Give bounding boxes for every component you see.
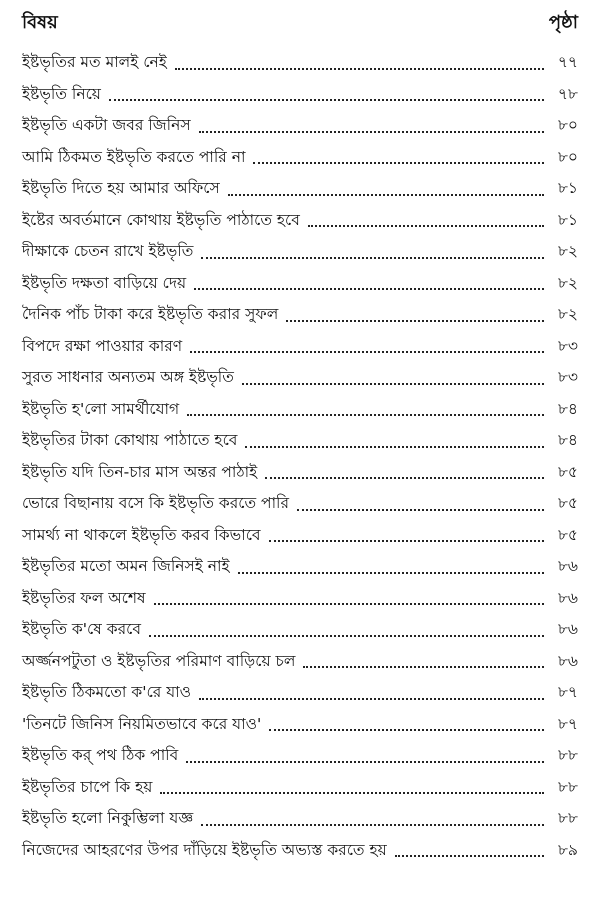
toc-entry-page-number: ৮১: [557, 179, 578, 197]
toc-entry-title: ইষ্টভৃতি হ'লো সামর্থীযোগ: [22, 399, 180, 418]
toc-entry-title: নিজেদের আহরণের উপর দাঁড়িয়ে ইষ্টভৃতি অভ্যস্ত করতে হয়: [22, 840, 387, 859]
toc-entry: [22, 583, 578, 615]
toc-entry: [22, 268, 578, 300]
toc-entry-page-number: ৮৫: [557, 462, 578, 481]
toc-entry: [22, 79, 578, 111]
dot-leader: [190, 351, 544, 353]
dot-leader: [199, 131, 544, 133]
toc-entry-page-number: ৮৩: [557, 368, 578, 386]
toc-entry: [22, 835, 578, 867]
dot-leader: [160, 792, 544, 794]
dot-leader: [186, 761, 544, 763]
toc-entry: [22, 803, 578, 835]
dot-leader: [175, 68, 544, 70]
toc-entry-page-number: ৮৭: [557, 714, 578, 733]
toc-entry-title: ইষ্টভৃতি হলো নিকুম্ভিলা যজ্ঞ: [22, 809, 194, 827]
subject-column-heading: বিষয়: [22, 11, 58, 33]
toc-entry-title: ইষ্টভৃতির মত মালই নেই: [22, 53, 167, 71]
toc-entry-page-number: ৮২: [557, 242, 578, 260]
dot-leader: [286, 320, 544, 322]
toc-entry: [22, 488, 578, 520]
toc-entry-title: দৈনিক পাঁচ টাকা করে ইষ্টভৃতি করার সুফল: [22, 305, 279, 323]
dot-leader: [269, 540, 544, 542]
toc-entry: [22, 299, 578, 331]
toc-entry-page-number: ৮২: [557, 305, 578, 323]
toc-entry: [22, 205, 578, 237]
toc-entry-title: অর্জ্জনপটুতা ও ইষ্টভৃতির পরিমাণ বাড়িয়ে চল: [22, 651, 296, 670]
dot-leader: [238, 572, 544, 574]
dot-leader: [149, 635, 544, 637]
toc-entry: [22, 236, 578, 268]
dot-leader: [269, 729, 544, 731]
dot-leader: [265, 477, 544, 479]
dot-leader: [194, 288, 544, 290]
toc-entry-title: ইষ্টভৃতির চাপে কি হয়: [22, 777, 153, 796]
toc-entry-title: ইষ্টভৃতি কর্ পথ ঠিক পাবি: [22, 746, 179, 764]
toc-entry: [22, 142, 578, 174]
dot-leader: [242, 383, 544, 385]
toc-entry-page-number: ৮৬: [557, 651, 578, 670]
toc-entry-title: আমি ঠিকমত ইষ্টভৃতি করতে পারি না: [22, 147, 246, 166]
toc-entry: [22, 551, 578, 583]
dot-leader: [201, 257, 544, 259]
toc-entry: [22, 394, 578, 426]
toc-entry-title: ইষ্টভৃতি দক্ষতা বাড়িয়ে দেয়: [22, 273, 187, 292]
toc-entry: [22, 457, 578, 489]
toc-entry: [22, 173, 578, 205]
dot-leader: [228, 194, 544, 196]
toc-entry-page-number: ৮৬: [557, 557, 578, 575]
toc-entry: [22, 646, 578, 678]
toc-entry-page-number: ৮৬: [557, 620, 578, 638]
toc-entry-page-number: ৮৮: [557, 746, 578, 764]
toc-entry-page-number: ৮০: [557, 147, 578, 166]
toc-entry-title: দীক্ষাকে চেতন রাখে ইষ্টভৃতি: [22, 242, 194, 260]
toc-entry-page-number: ৭৮: [557, 84, 578, 103]
toc-entry-title: সামর্থ্য না থাকলে ইষ্টভৃতি করব কিভাবে: [22, 525, 261, 544]
toc-entry-title: ভোরে বিছানায় বসে কি ইষ্টভৃতি করতে পারি: [22, 494, 290, 512]
table-of-contents-list: [22, 47, 578, 866]
toc-entry-title: ইষ্টের অবর্তমানে কোথায় ইষ্টভৃতি পাঠাতে হবে: [22, 210, 300, 229]
toc-entry-title: ইষ্টভৃতি নিয়ে: [22, 84, 101, 103]
toc-entry: [22, 425, 578, 457]
dot-leader: [109, 99, 544, 101]
toc-entry-page-number: ৮৪: [557, 399, 578, 418]
dot-leader: [201, 824, 544, 826]
toc-entry-page-number: ৭৭: [557, 53, 578, 71]
dot-leader: [303, 666, 544, 668]
toc-entry-title: ইষ্টভৃতির টাকা কোথায় পাঠাতে হবে: [22, 431, 238, 449]
page-column-heading: পৃষ্ঠা: [548, 11, 578, 33]
toc-entry-title: ইষ্টভৃতি যদি তিন-চার মাস অন্তর পাঠাই: [22, 462, 258, 481]
toc-entry: [22, 740, 578, 772]
toc-header: [22, 8, 578, 38]
toc-entry: [22, 614, 578, 646]
toc-entry-page-number: ৮৪: [557, 431, 578, 449]
dot-leader: [199, 698, 544, 700]
toc-entry-title: ইষ্টভৃতির ফল অশেষ: [22, 588, 146, 607]
toc-entry-page-number: ৮৩: [557, 336, 578, 355]
toc-entry-page-number: ৮০: [557, 116, 578, 134]
dot-leader: [253, 162, 544, 164]
dot-leader: [154, 603, 544, 605]
toc-entry-title: ইষ্টভৃতি একটা জবর জিনিস: [22, 116, 191, 134]
toc-entry-page-number: ৮৫: [557, 494, 578, 512]
toc-entry-page-number: ৮২: [557, 273, 578, 292]
toc-entry-page-number: ৮৬: [557, 588, 578, 607]
toc-entry: [22, 520, 578, 552]
toc-entry-title: সুরত সাধনার অন্যতম অঙ্গ ইষ্টভৃতি: [22, 368, 234, 386]
toc-entry-page-number: ৮৯: [557, 840, 578, 859]
toc-entry-title: ইষ্টভৃতি ঠিকমতো ক'রে যাও: [22, 683, 192, 701]
toc-entry: [22, 331, 578, 363]
dot-leader: [308, 225, 544, 227]
toc-entry-title: ইষ্টভৃতির মতো অমন জিনিসই নাই: [22, 557, 230, 575]
toc-entry: [22, 709, 578, 741]
dot-leader: [395, 855, 544, 857]
toc-entry-title: 'তিনটে জিনিস নিয়মিতভাবে করে যাও': [22, 714, 262, 733]
toc-entry-page-number: ৮৭: [557, 683, 578, 701]
toc-entry-title: ইষ্টভৃতি দিতে হয় আমার অফিসে: [22, 179, 220, 197]
toc-entry-page-number: ৮১: [557, 210, 578, 229]
dot-leader: [187, 414, 544, 416]
toc-entry: [22, 110, 578, 142]
dot-leader: [245, 446, 544, 448]
toc-entry-page-number: ৮৮: [557, 777, 578, 796]
toc-entry: [22, 772, 578, 804]
toc-entry-title: বিপদে রক্ষা পাওয়ার কারণ: [22, 336, 183, 355]
toc-entry-title: ইষ্টভৃতি ক'ষে করবে: [22, 620, 141, 638]
toc-entry-page-number: ৮৫: [557, 525, 578, 544]
toc-entry: [22, 47, 578, 79]
dot-leader: [297, 509, 544, 511]
toc-entry-page-number: ৮৮: [557, 809, 578, 827]
toc-entry: [22, 677, 578, 709]
toc-entry: [22, 362, 578, 394]
